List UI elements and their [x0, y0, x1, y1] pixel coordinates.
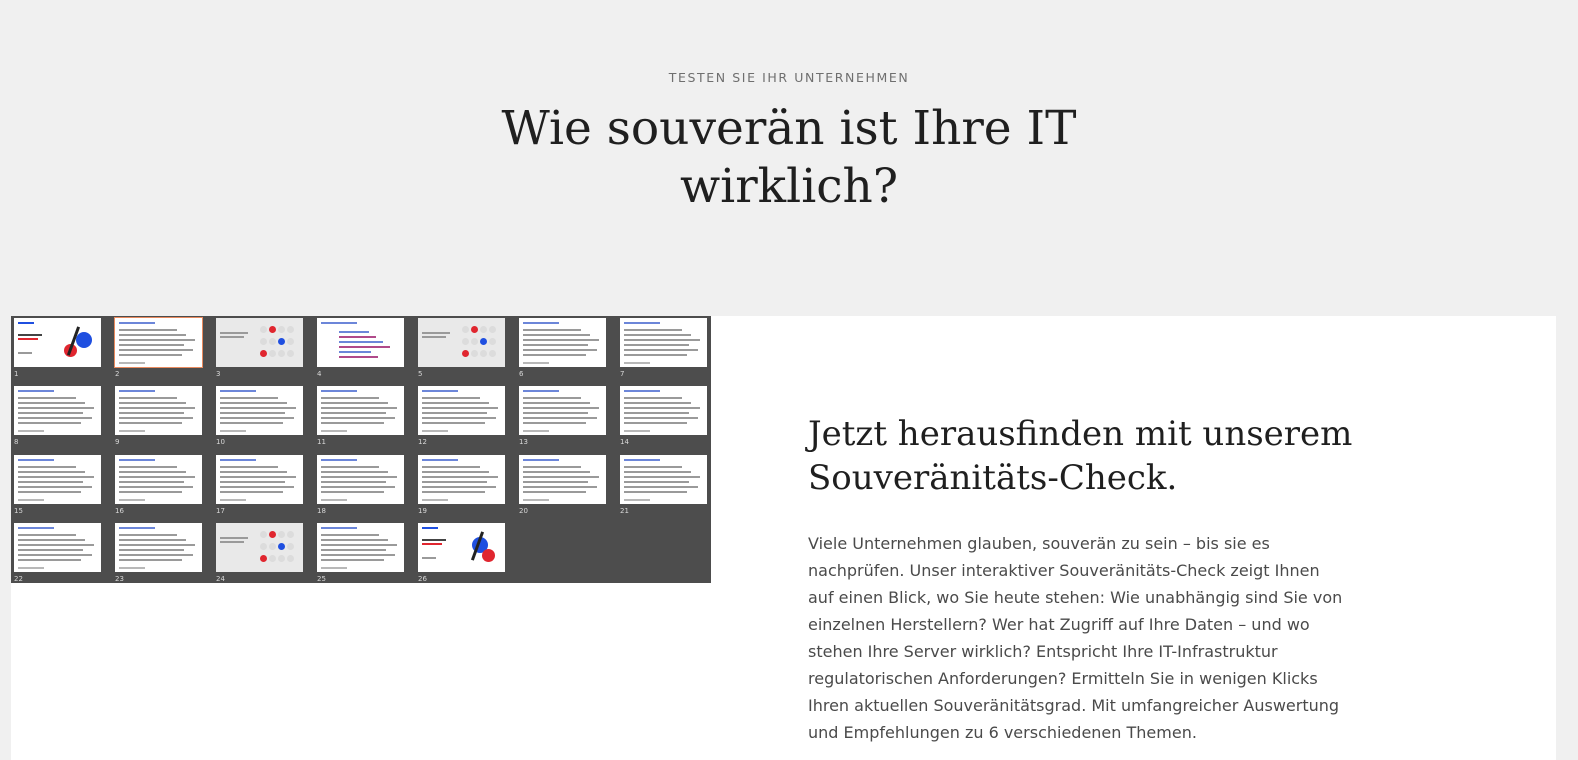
slide-number-label: 10 [216, 438, 225, 446]
slide-number-label: 3 [216, 370, 221, 378]
slide-number-label: 21 [620, 507, 629, 515]
slide-thumbnail[interactable] [620, 455, 707, 504]
cta-title-line-1: Jetzt herausfinden mit unserem [808, 414, 1353, 454]
page-title-line-2: wirklich? [679, 159, 899, 214]
slide-number-label: 1 [14, 370, 19, 378]
slide-thumbnail[interactable] [519, 318, 606, 367]
slide-thumbnail[interactable] [216, 318, 303, 367]
section-eyebrow: TESTEN SIE IHR UNTERNEHMEN [668, 70, 910, 85]
slide-thumbnail[interactable] [519, 386, 606, 435]
slide-number-label: 25 [317, 575, 326, 583]
slide-thumbnail-grid [11, 316, 711, 583]
slide-number-label: 23 [115, 575, 124, 583]
slide-number-label: 13 [519, 438, 528, 446]
slide-thumbnail[interactable] [14, 386, 101, 435]
cta-block [808, 412, 1353, 746]
slide-thumbnail[interactable] [317, 318, 404, 367]
slide-number-label: 18 [317, 507, 326, 515]
cta-title [808, 412, 1353, 500]
slide-thumbnail[interactable] [216, 386, 303, 435]
page-title [0, 100, 1578, 216]
slide-thumbnail[interactable] [418, 455, 505, 504]
slide-number-label: 19 [418, 507, 427, 515]
slide-thumbnail[interactable] [418, 386, 505, 435]
slide-thumbnail[interactable] [317, 455, 404, 504]
slide-number-label: 20 [519, 507, 528, 515]
slide-number-label: 22 [14, 575, 23, 583]
slide-number-label: 26 [418, 575, 427, 583]
cta-description: Viele Unternehmen glauben, souverän zu sein – bis sie es nachprüfen. Unser interaktiver Souveränitäts-Check zeigt Ihnen auf einen Blick, wo Sie heute stehen: Wie unabhängig sind Sie von einzelnen Herstellern? Wer hat Zugriff auf Ihre Daten – und wo stehen Ihre Server wirklich? Entspricht Ihre IT-Infrastruktur regulatorischen Anforderungen? Ermitteln Sie in wenigen Klicks Ihren aktuellen Souveränitätsgrad. Mit umfangreicher Auswertung und Empfehlungen zu 6 verschiedenen Themen. [808, 534, 1343, 742]
slide-number-label: 16 [115, 507, 124, 515]
slide-thumbnail[interactable] [519, 455, 606, 504]
slide-number-label: 12 [418, 438, 427, 446]
slide-thumbnail[interactable] [418, 523, 505, 572]
cta-title-line-2: Souveränitäts-Check. [808, 458, 1178, 498]
slide-number-label: 6 [519, 370, 524, 378]
slide-thumbnail[interactable] [317, 386, 404, 435]
slide-number-label: 8 [14, 438, 19, 446]
slide-thumbnail[interactable] [317, 523, 404, 572]
slide-thumbnail[interactable] [14, 455, 101, 504]
slide-number-label: 5 [418, 370, 423, 378]
slide-thumbnail[interactable] [115, 386, 202, 435]
slide-thumbnail[interactable] [115, 318, 202, 367]
slide-thumbnail[interactable] [115, 523, 202, 572]
slide-number-label: 14 [620, 438, 629, 446]
slide-thumbnail[interactable] [115, 455, 202, 504]
slide-number-label: 15 [14, 507, 23, 515]
page-title-line-1: Wie souverän ist Ihre IT [501, 101, 1077, 156]
slide-thumbnail[interactable] [216, 523, 303, 572]
slide-number-label: 2 [115, 370, 120, 378]
slide-thumbnail[interactable] [14, 318, 101, 367]
slide-number-label: 17 [216, 507, 225, 515]
slide-thumbnail[interactable] [216, 455, 303, 504]
slide-number-label: 9 [115, 438, 120, 446]
slide-thumbnail[interactable] [418, 318, 505, 367]
slide-thumbnail[interactable] [620, 318, 707, 367]
slide-number-label: 11 [317, 438, 326, 446]
slide-number-label: 4 [317, 370, 322, 378]
hero-section [0, 0, 1578, 316]
slide-thumbnail[interactable] [620, 386, 707, 435]
slide-number-label: 7 [620, 370, 625, 378]
slide-thumbnail[interactable] [14, 523, 101, 572]
slide-number-label: 24 [216, 575, 225, 583]
